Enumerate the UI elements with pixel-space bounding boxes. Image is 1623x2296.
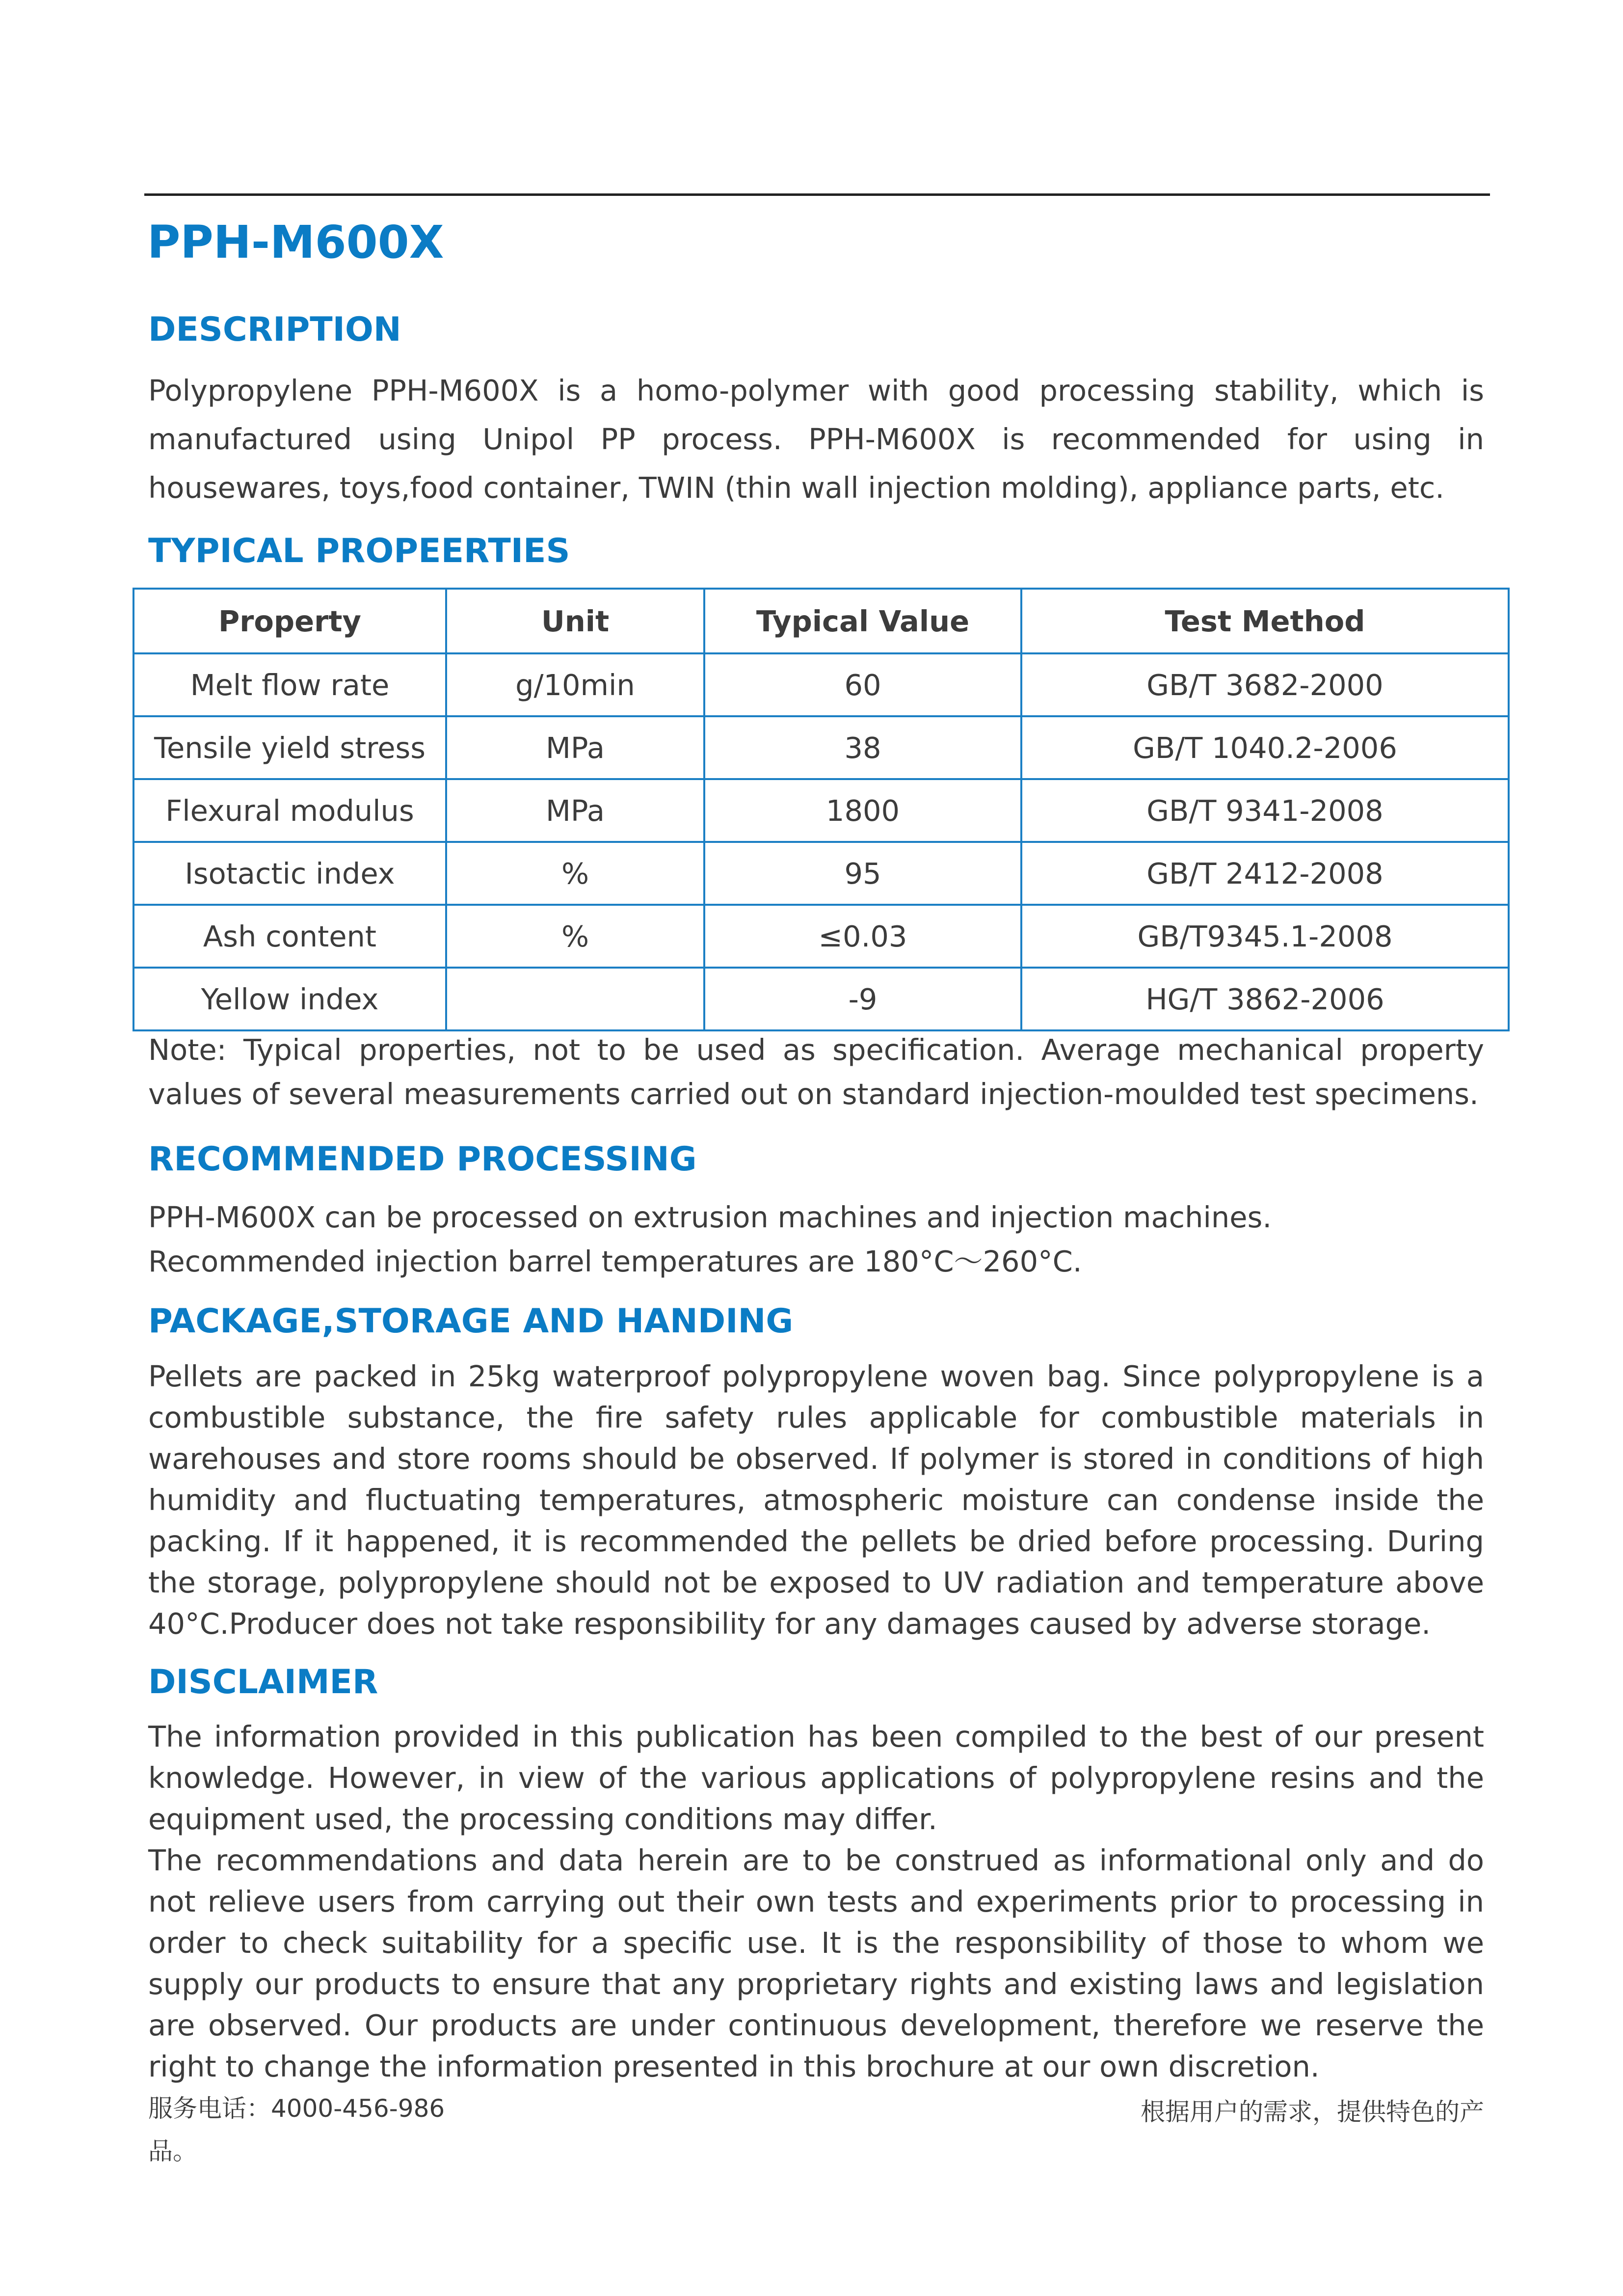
package-heading: PACKAGE,STORAGE AND HANDING: [148, 1302, 794, 1341]
table-row: [133, 779, 1509, 842]
description-heading: DESCRIPTION: [148, 310, 401, 349]
table-cell: Tensile yield stress: [133, 716, 446, 779]
disclaimer-para-2: The recommendations and data herein are to be construed as informational only and do not relieve users from carrying out their own tests and experiments prior to processing in order to check suitability for a specific use. It is the responsibility of those to whom we supply our products to ensure that any proprietary rights and existing laws and legislation are observed. Our products are under continuous development, therefore we reserve the right to change the information presented in this brochure at our own discretion.: [148, 1843, 1484, 2083]
column-header: Property: [133, 589, 446, 653]
table-cell: GB/T 1040.2-2006: [1021, 716, 1509, 779]
table-cell: 38: [704, 716, 1021, 779]
table-cell: [446, 968, 704, 1030]
table-row: [133, 968, 1509, 1030]
table-cell: Isotactic index: [133, 842, 446, 905]
table-cell: GB/T 9341-2008: [1021, 779, 1509, 842]
disclaimer-heading: DISCLAIMER: [148, 1663, 378, 1702]
table-cell: Melt flow rate: [133, 653, 446, 716]
table-cell: ≤0.03: [704, 905, 1021, 968]
disclaimer-para-1: The information provided in this publication has been compiled to the best of our present knowledge. However, in view of the various applications of polypropylene resins and the equipment used, the processing conditions may differ.: [148, 1720, 1484, 1836]
table-header-row: [133, 589, 1509, 653]
table-cell: MPa: [446, 716, 704, 779]
table-cell: %: [446, 905, 704, 968]
table-row: [133, 716, 1509, 779]
table-row: [133, 905, 1509, 968]
processing-line-2: Recommended injection barrel temperatures are 180°C～260°C.: [148, 1244, 1082, 1278]
column-header: Unit: [446, 589, 704, 653]
table-note: Note: Typical properties, not to be used as specification. Average mechanical property values of several measurements carried out on standard injection-moulded test specimens.: [148, 1033, 1484, 1111]
footer-slogan: 根据用户的需求，提供特色的产: [1141, 2098, 1484, 2126]
table-cell: GB/T9345.1-2008: [1021, 905, 1509, 968]
table-cell: 95: [704, 842, 1021, 905]
properties-heading: TYPICAL PROPEERTIES: [148, 532, 570, 570]
footer-phone: 服务电话：4000-456-986: [148, 2094, 445, 2123]
table-cell: HG/T 3862-2006: [1021, 968, 1509, 1030]
table-row: [133, 653, 1509, 716]
column-header: Test Method: [1021, 589, 1509, 653]
table-cell: Yellow index: [133, 968, 446, 1030]
table-cell: MPa: [446, 779, 704, 842]
header-rule: [144, 193, 1490, 196]
table-cell: 60: [704, 653, 1021, 716]
table-cell: GB/T 2412-2008: [1021, 842, 1509, 905]
properties-table: [133, 588, 1510, 1031]
column-header: Typical Value: [704, 589, 1021, 653]
table-cell: g/10min: [446, 653, 704, 716]
page-title: PPH-M600X: [147, 216, 444, 269]
footer-slogan-end: 品。: [148, 2137, 197, 2165]
description-text: Polypropylene PPH-M600X is a homo-polymer with good processing stability, which is manufactured using Unipol PP process. PPH-M600X is recommended for using in housewares, toys,food container, TWIN (thin wall injection molding), appliance parts, etc.: [148, 374, 1484, 505]
table-cell: GB/T 3682-2000: [1021, 653, 1509, 716]
table-cell: -9: [704, 968, 1021, 1030]
table-cell: Ash content: [133, 905, 446, 968]
processing-heading: RECOMMENDED PROCESSING: [148, 1140, 697, 1179]
table-cell: %: [446, 842, 704, 905]
package-text: Pellets are packed in 25kg waterproof polypropylene woven bag. Since polypropylene is a combustible substance, the fire safety rules applicable for combustible materials in warehouses and store rooms should be observed. If polymer is stored in conditions of high humidity and fluctuating temperatures, atmospheric moisture can condense inside the packing. If it happened, it is recommended the pellets be dried before processing. During the storage, polypropylene should not be exposed to UV radiation and temperature above 40°C.Producer does not take responsibility for any damages caused by adverse storage.: [148, 1359, 1484, 1641]
processing-line-1: PPH-M600X can be processed on extrusion machines and injection machines.: [148, 1200, 1272, 1234]
table-row: [133, 842, 1509, 905]
table-cell: 1800: [704, 779, 1021, 842]
table-cell: Flexural modulus: [133, 779, 446, 842]
